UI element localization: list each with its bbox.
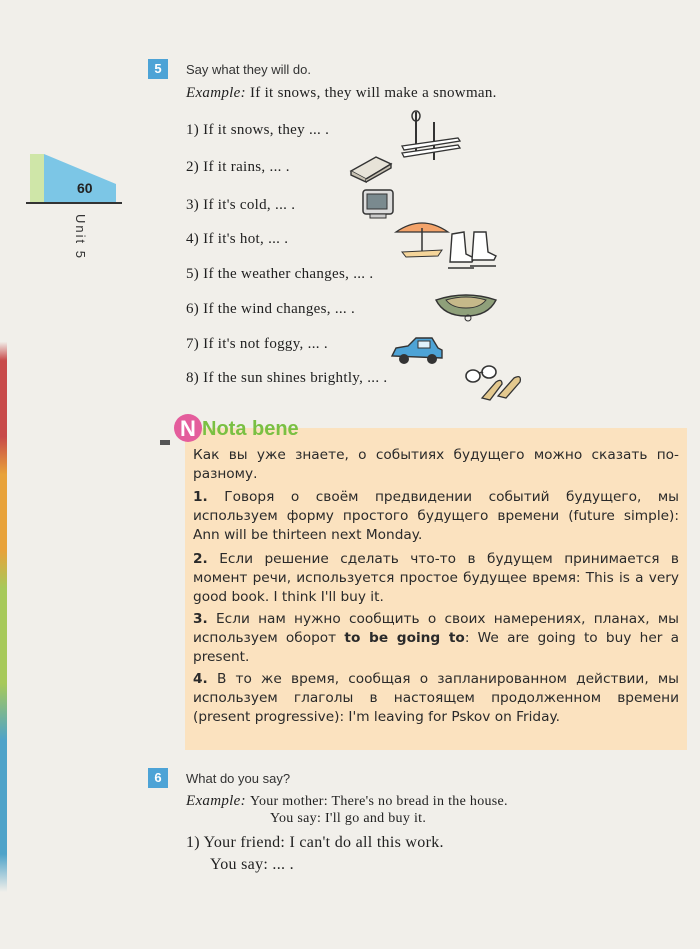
- point-3-number: 3.: [193, 611, 208, 627]
- nota-bene-logo: [158, 410, 308, 448]
- page-edge: [0, 0, 7, 949]
- point-3-text-b: : We are going to buy her a present.: [193, 630, 679, 665]
- nota-bene-point-2: [193, 550, 679, 607]
- nota-bene-point-3: [193, 610, 679, 667]
- exercise-5-item-7: 7) If it's not foggy, ... .: [186, 336, 328, 352]
- exercise-6-instruction: What do you say?: [186, 771, 291, 786]
- exercise-5-item-5: 5) If the weather changes, ... .: [186, 266, 374, 282]
- exercise-5-instruction: Say what they will do.: [186, 62, 312, 77]
- example-label-6: Example:: [186, 793, 246, 809]
- exercise-5-item-1: 1) If it snows, they ... .: [186, 122, 330, 138]
- point-2-number: 2.: [193, 551, 208, 567]
- flippers-icon: [478, 370, 526, 402]
- example-6-line-2: You say: I'll go and buy it.: [270, 811, 427, 826]
- nota-bene-intro: Как вы уже знаете, о событиях будущего можно сказать по-разному.: [193, 447, 679, 482]
- point-1-text: Говоря о своём предвидении событий будущего, мы используем форму простого будущего времени (future simple): Ann will be thirteen next Monday.: [193, 489, 679, 543]
- point-3-bold-phrase: to be going to: [344, 630, 465, 646]
- exercise-5-item-8: 8) If the sun shines brightly, ... .: [186, 370, 388, 386]
- point-2-text: Если решение сделать что-то в будущем принимается в момент речи, используется простое будущее время: This is a very good book. I think I'll buy it.: [193, 551, 679, 605]
- unit-label: Unit 5: [73, 214, 88, 260]
- exercise-number-5: 5: [148, 59, 168, 79]
- ski-icon: [398, 108, 464, 164]
- exercise-6-example: [186, 793, 508, 810]
- svg-text:N: N: [180, 416, 196, 441]
- point-4-text: В то же время, сообщая о запланированном действии, мы используем глаголы в настоящем продолженном времени (present progressive): I'm leaving for Pskov on Friday.: [193, 671, 679, 725]
- car-icon: [388, 334, 444, 366]
- example-label: Example:: [186, 85, 246, 101]
- exercise-number-6: 6: [148, 768, 168, 788]
- exercise-5-item-3: 3) If it's cold, ... .: [186, 197, 296, 213]
- exercise-6-item-1: 1) Your friend: I can't do all this work.: [186, 834, 444, 851]
- exercise-6-item-1-answer: You say: ... .: [210, 856, 294, 873]
- umbrella-icon: [392, 214, 452, 258]
- point-1-number: 1.: [193, 489, 208, 505]
- nota-bene-point-1: [193, 488, 679, 545]
- book-icon: [348, 151, 394, 183]
- exercise-5-item-6: 6) If the wind changes, ... .: [186, 301, 356, 317]
- tab-divider: [26, 202, 122, 204]
- boat-icon: [432, 288, 500, 322]
- exercise-5-item-4: 4) If it's hot, ... .: [186, 231, 289, 247]
- point-3-text-a: Если нам нужно сообщить о своих намерениях, планах, мы используем оборот: [193, 611, 679, 646]
- point-4-number: 4.: [193, 671, 208, 687]
- example-text: If it snows, they will make a snowman.: [249, 85, 497, 101]
- page-number: 60: [77, 180, 93, 196]
- nota-bene-point-4: [193, 670, 679, 727]
- example-6-line-1: Your mother: There's no bread in the house.: [249, 794, 508, 809]
- tv-icon: [360, 186, 396, 222]
- exercise-5-item-2: 2) If it rains, ... .: [186, 159, 290, 175]
- exercise-5-example: [186, 85, 497, 102]
- nota-bene-logo-text: Nota bene: [202, 418, 299, 440]
- page-tab: [20, 154, 120, 202]
- skates-icon: [444, 228, 500, 276]
